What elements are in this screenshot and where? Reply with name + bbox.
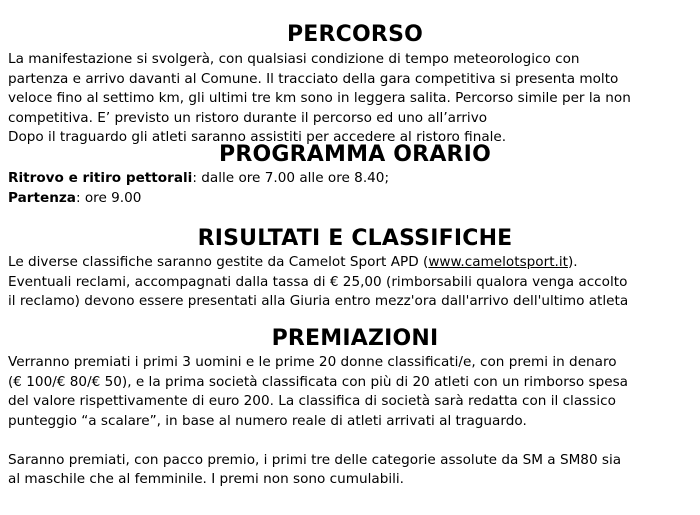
text-line bbox=[8, 253, 698, 273]
text-line: Verranno premiati i primi 3 uomini e le prime 20 donne classificati/e, con premi in denaro bbox=[8, 354, 617, 370]
programma-text bbox=[8, 169, 698, 208]
risultati-line1-suffix: ). bbox=[567, 254, 578, 270]
risultati-section bbox=[8, 226, 698, 312]
risultati-text bbox=[8, 253, 698, 312]
partenza-line bbox=[8, 189, 698, 209]
percorso-title: PERCORSO bbox=[286, 22, 424, 47]
programma-section bbox=[8, 142, 698, 208]
text-line: al maschile che al femminile. I premi non sono cumulabili. bbox=[8, 471, 405, 487]
camelotsport-link[interactable]: www.camelotsport.it bbox=[428, 254, 568, 270]
percorso-section bbox=[8, 22, 698, 148]
risultati-title: RISULTATI E CLASSIFICHE bbox=[197, 226, 513, 251]
text-line: La manifestazione si svolgerà, con qualsiasi condizione di tempo meteorologico con bbox=[8, 51, 580, 67]
text-line: Dopo il traguardo gli atleti saranno assistiti per accedere al ristoro finale. bbox=[8, 129, 507, 145]
text-line: Saranno premiati, con pacco premio, i primi tre delle categorie assolute da SM a SM80 sia bbox=[8, 451, 622, 468]
text-line: competitiva. E’ previsto un ristoro durante il percorso ed uno all’arrivo bbox=[8, 109, 488, 126]
text-line: partenza e arrivo davanti al Comune. Il tracciato della gara competitiva si presenta molto bbox=[8, 70, 619, 87]
text-line: il reclamo) devono essere presentati alla Giuria entro mezz'ora dall'arrivo dell'ultimo atleta bbox=[8, 293, 629, 309]
partenza-value: : ore 9.00 bbox=[75, 189, 142, 206]
blank-line bbox=[8, 431, 698, 451]
text-line: veloce fino al settimo km, gli ultimi tre km sono in leggera salita. Percorso simile per la non bbox=[8, 90, 631, 106]
ritrovo-label: Ritrovo e ritiro pettorali bbox=[8, 170, 193, 186]
text-line: Eventuali reclami, accompagnati dalla tassa di € 25,00 (rimborsabili qualora venga accolto bbox=[8, 273, 628, 290]
partenza-label: Partenza bbox=[8, 189, 76, 206]
premiazioni-title: PREMIAZIONI bbox=[271, 326, 439, 351]
premiazioni-text bbox=[8, 353, 698, 490]
risultati-line1-prefix: Le diverse classifiche saranno gestite da Camelot Sport APD ( bbox=[8, 254, 429, 270]
percorso-text bbox=[8, 50, 698, 148]
premiazioni-section bbox=[8, 326, 698, 490]
ritrovo-line bbox=[8, 169, 698, 189]
text-line: del valore rispettivamente di euro 200. La classifica di società sarà redatta con il classico bbox=[8, 393, 616, 409]
ritrovo-value: : dalle ore 7.00 alle ore 8.40; bbox=[192, 170, 390, 186]
programma-title: PROGRAMMA ORARIO bbox=[219, 142, 491, 167]
text-line: punteggio “a scalare”, in base al numero reale di atleti arrivati al traguardo. bbox=[8, 412, 527, 429]
text-line: (€ 100/€ 80/€ 50), e la prima società classificata con più di 20 atleti con un rimborso spesa bbox=[8, 373, 628, 390]
